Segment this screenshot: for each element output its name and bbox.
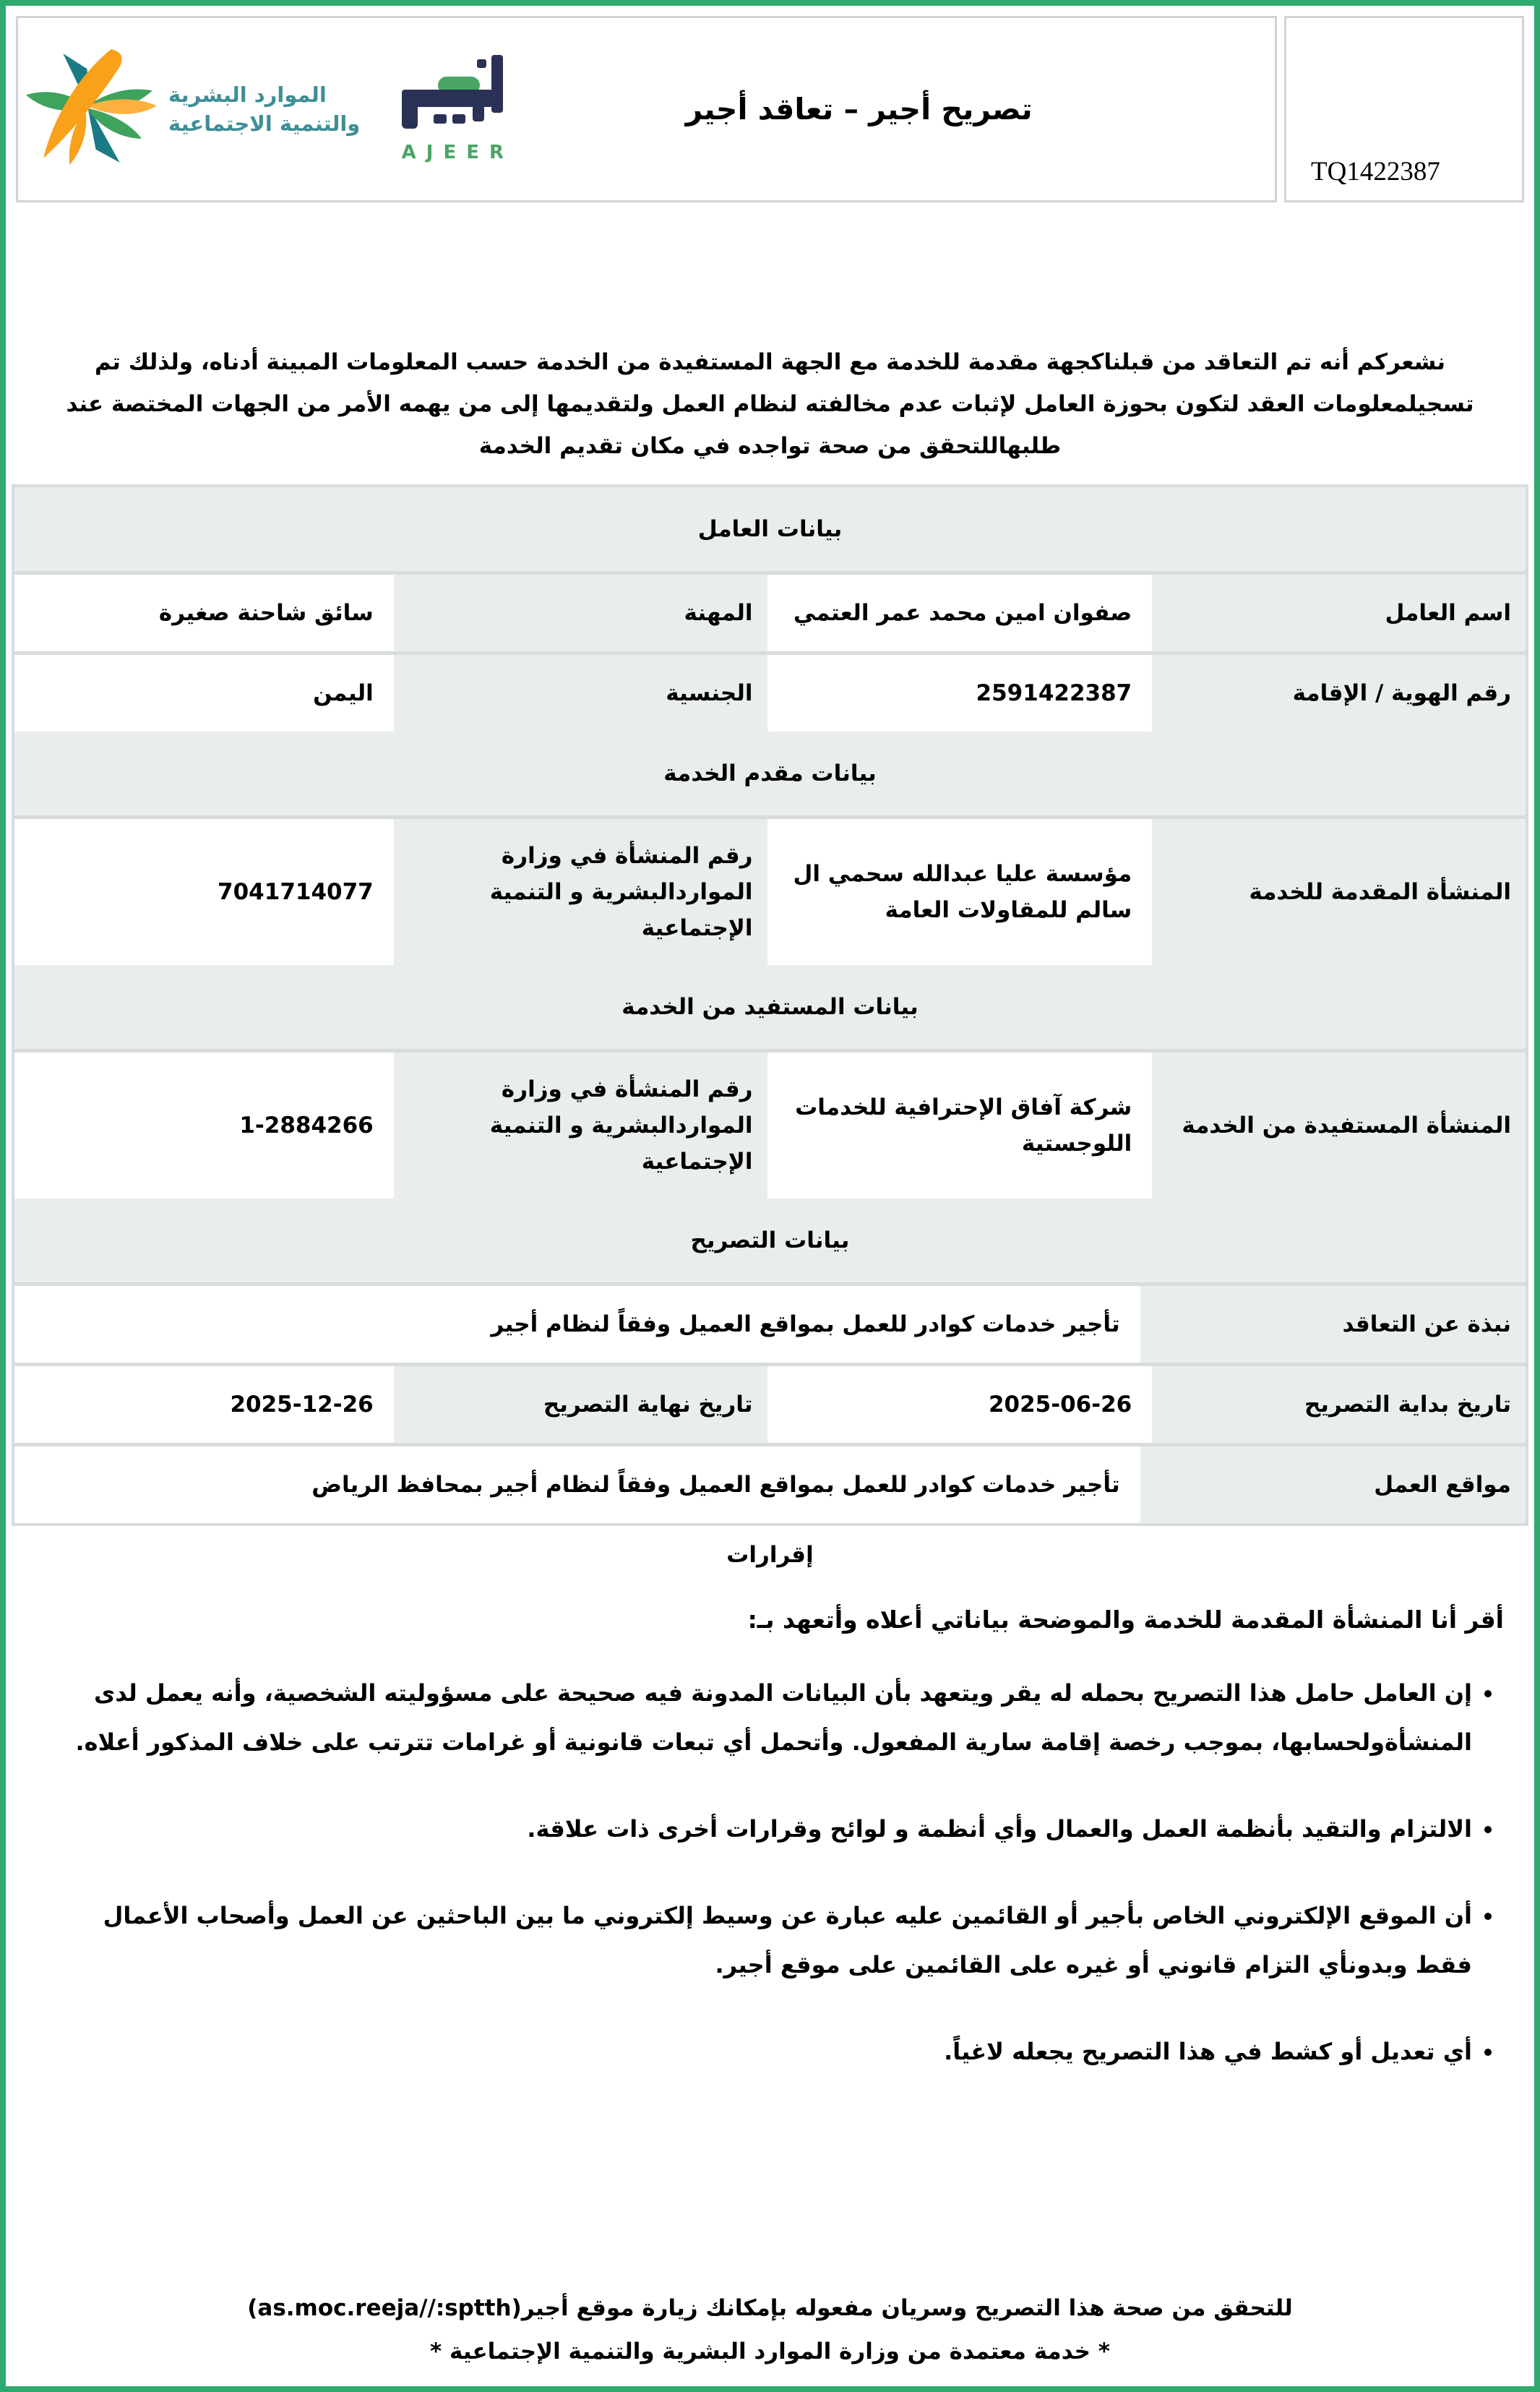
permit-data-table: [12, 484, 1528, 1526]
nationality-label: الجنسية: [394, 655, 767, 732]
approved-service-line: * خدمة معتمدة من وزارة الموارد البشرية والتنمية الإجتماعية *: [429, 2339, 1110, 2365]
declaration-item: • الالتزام والتقيد بأنظمة العمل والعمال وأي أنظمة و لوائح وقرارات أخرى ذات علاقة.: [56, 1804, 1472, 1853]
ministry-logo: [18, 40, 360, 178]
id-number-label: رقم الهوية / الإقامة: [1152, 655, 1526, 732]
ajeer-url-text: (as.moc.reeja//:sptth): [247, 2295, 522, 2321]
footer: [6, 2286, 1534, 2373]
table-row: [14, 571, 1526, 651]
provider-name-label: المنشأة المقدمة للخدمة: [1152, 819, 1526, 965]
beneficiary-name-value: شركة آفاق الإحترافية للخدمات اللوجستية: [773, 1053, 1147, 1199]
ministry-emblem-icon: [18, 40, 163, 178]
start-date-label: تاريخ بداية التصريح: [1152, 1366, 1526, 1443]
provider-number-value: 7041714077: [14, 819, 388, 965]
declaration-item: • إن العامل حامل هذا التصريح بحمله له يقر ويتعهد بأن البيانات المدونة فيه صحيحة على مسؤوليته الشخصية، وأنه يعمل لدى المنشأةولحسابها، بموجب رخصة إقامة سارية المفعول. وأتحمل أي تبعات قانونية أو غرامات تترتب على خلاف المذكور أعلاه.: [56, 1668, 1472, 1767]
end-date-value: 2025-12-26: [14, 1366, 388, 1443]
section-header-worker: بيانات العامل: [14, 487, 1526, 571]
start-date-value: 2025-06-26: [773, 1366, 1147, 1443]
ministry-text-line1: الموارد البشرية: [168, 82, 327, 107]
ajeer-logo: [382, 55, 533, 163]
permit-number-box: [1284, 16, 1524, 202]
declarations-list: [56, 1668, 1501, 2076]
page-title: تصريح أجير – تعاقد أجير: [685, 92, 1033, 127]
work-locations-value: تأجير خدمات كوادر للعمل بمواقع العميل وفقاً لنظام أجير بمحافظ الرياض: [14, 1446, 1135, 1523]
end-date-label: تاريخ نهاية التصريح: [394, 1366, 767, 1443]
declarations-intro: أقر أنا المنشأة المقدمة للخدمة والموضحة بياناتي أعلاه وأتعهد بـ:: [747, 1606, 1504, 1634]
verification-line: [6, 2286, 1534, 2330]
table-row: [14, 651, 1526, 732]
contract-summary-value: تأجير خدمات كوادر للعمل بمواقع العميل وفقاً لنظام أجير: [14, 1286, 1135, 1363]
worker-name-value: صفوان امين محمد عمر العتمي: [773, 575, 1147, 651]
intro-paragraph: نشعركم أنه تم التعاقد من قبلناكجهة مقدمة للخدمة مع الجهة المستفيدة من الخدمة حسب المعلومات المبينة أدناه، ولذلك تم تسجيلمعلومات العقد لتكون بحوزة العامل لإثبات عدم مخالفته لنظام العمل ولتقديمها إلى من يهمه الأمر من الجهات المختصة عند طلبهاللتحقق من صحة تواجده في مكان تقديم الخدمة: [66, 349, 1474, 459]
ministry-logo-text: [168, 80, 360, 138]
ajeer-logo-latin: AJEER: [401, 142, 515, 163]
provider-name-value: مؤسسة عليا عبدالله سحمي ال سالم للمقاولات العامة: [773, 819, 1147, 965]
header: [16, 16, 1524, 202]
declaration-item: • أن الموقع الإلكتروني الخاص بأجير أو القائمين عليه عبارة عن وسيط إلكتروني ما بين الباحثين عن العمل وأصحاب الأعمال فقط وبدونأي التزام قانوني أو غيره على القائمين على موقع أجير.: [56, 1891, 1472, 1989]
ministry-text-line2: والتنمية الاجتماعية: [168, 111, 361, 136]
nationality-value: اليمن: [14, 655, 388, 732]
work-locations-label: مواقع العمل: [1140, 1446, 1526, 1523]
profession-value: سائق شاحنة صغيرة: [14, 575, 388, 651]
table-row: [14, 1049, 1526, 1199]
beneficiary-number-value: 1-2884266: [14, 1053, 388, 1199]
permit-number: TQ1422387: [1311, 157, 1440, 187]
ajeer-logo-icon: [396, 55, 519, 140]
profession-label: المهنة: [394, 575, 767, 651]
section-header-permit: بيانات التصريح: [14, 1199, 1526, 1282]
declarations-heading: إقرارات: [726, 1542, 814, 1568]
title-box: [16, 16, 1277, 202]
declaration-item: • أي تعديل أو كشط في هذا التصريح يجعله لاغياً.: [56, 2027, 1472, 2076]
beneficiary-number-label: رقم المنشأة في وزارة المواردالبشرية و التنمية الإجتماعية: [394, 1053, 767, 1199]
table-row: [14, 1443, 1526, 1523]
table-row: [14, 815, 1526, 965]
beneficiary-name-label: المنشأة المستفيدة من الخدمة: [1152, 1053, 1526, 1199]
worker-name-label: اسم العامل: [1152, 575, 1526, 651]
section-header-beneficiary: بيانات المستفيد من الخدمة: [14, 965, 1526, 1049]
table-row: [14, 1363, 1526, 1443]
contract-summary-label: نبذة عن التعاقد: [1140, 1286, 1526, 1363]
verification-text: للتحقق من صحة هذا التصريح وسريان مفعوله بإمكانك زيارة موقع أجير: [521, 2295, 1293, 2321]
provider-number-label: رقم المنشأة في وزارة المواردالبشرية و التنمية الإجتماعية: [394, 819, 767, 965]
id-number-value: 2591422387: [773, 655, 1147, 732]
table-row: [14, 1282, 1526, 1363]
section-header-provider: بيانات مقدم الخدمة: [14, 732, 1526, 815]
